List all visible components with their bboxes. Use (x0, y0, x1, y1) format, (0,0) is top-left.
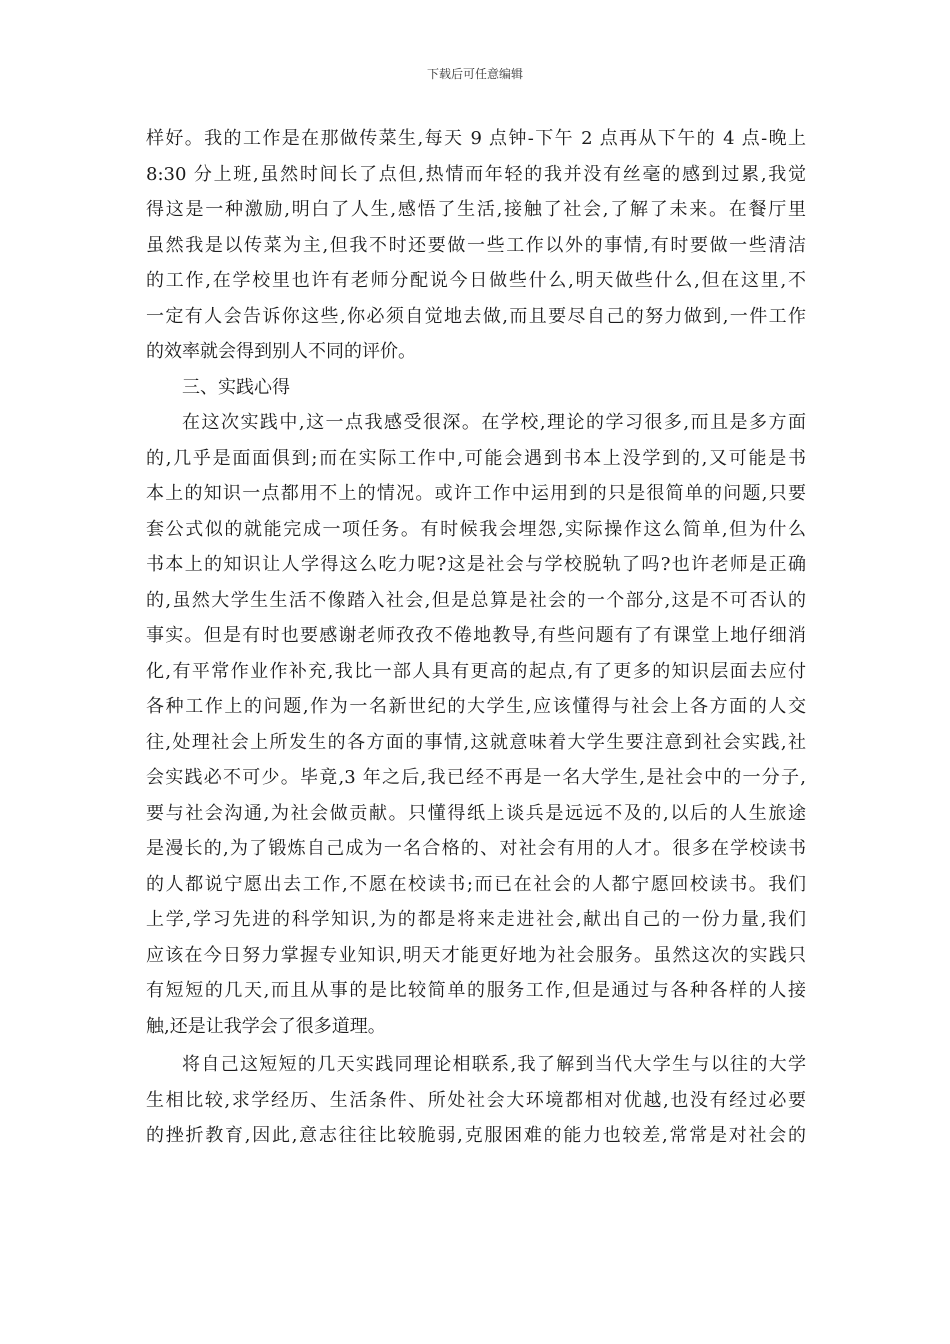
text-line: 本上的知识一点都用不上的情况。或许工作中运用到的只是很简单的问题,只要 (146, 483, 806, 504)
text-line: 上学,学习先进的科学知识,为的都是将来走进社会,献出自己的一份力量,我们 (146, 909, 806, 930)
text-line: 各种工作上的问题,作为一名新世纪的大学生,应该懂得与社会上各方面的人交 (146, 696, 806, 717)
section-heading-text: 三、实践心得 (182, 376, 290, 398)
text-line: 事实。但是有时也要感谢老师孜孜不倦地教导,有些问题有了有课堂上地仔细消 (146, 625, 806, 646)
text-line: 一定有人会告诉你这些,你必须自觉地去做,而且要尽自己的努力做到,一件工作 (146, 305, 806, 327)
text-line: 书本上的知识让人学得这么吃力呢?这是社会与学校脱轨了吗?也许老师是正确 (146, 554, 806, 575)
text-line: 样好。我的工作是在那做传菜生,每天 9 点钟-下午 2 点再从下午的 4 点-晚上 (146, 128, 806, 149)
text-line: 是漫长的,为了锻炼自己成为一名合格的、对社会有用的人才。很多在学校读书 (146, 838, 806, 859)
text-line: 得这是一种激励,明白了人生,感悟了生活,接触了社会,了解了未来。在餐厅里 (146, 199, 806, 220)
text-line: 将自己这短短的几天实践同理论相联系,我了解到当代大学生与以往的大学 (182, 1054, 806, 1075)
text-line: 会实践必不可少。毕竟,3 年之后,我已经不再是一名大学生,是社会中的一分子, (146, 767, 806, 788)
text-line: 应该在今日努力掌握专业知识,明天才能更好地为社会服务。虽然这次的实践只 (146, 944, 806, 966)
text-line: 往,处理社会上所发生的各方面的事情,这就意味着大学生要注意到社会实践,社 (146, 731, 806, 753)
text-line: 生相比较,求学经历、生活条件、所处社会大环境都相对优越,也没有经过必要 (146, 1089, 806, 1111)
paragraph-contemporary-students (146, 1047, 806, 1154)
text-line: 触,还是让我学会了很多道理。 (146, 1015, 386, 1037)
page-header: 下载后可任意编辑 (426, 67, 523, 81)
text-line: 的工作,在学校里也许有老师分配说今日做些什么,明天做些什么,但在这里,不 (146, 270, 806, 291)
text-line: 在这次实践中,这一点我感受很深。在学校,理论的学习很多,而且是多方面 (182, 412, 806, 433)
text-line: 化,有平常作业作补充,我比一部人具有更高的起点,有了更多的知识层面去应付 (146, 660, 806, 682)
text-line: 套公式似的就能完成一项任务。有时候我会埋怨,实际操作这么简单,但为什么 (146, 518, 806, 540)
document-body (146, 121, 806, 1154)
text-line: 虽然我是以传菜为主,但我不时还要做一些工作以外的事情,有时要做一些清洁 (146, 234, 806, 256)
text-line: 要与社会沟通,为社会做贡献。只懂得纸上谈兵是远远不及的,以后的人生旅途 (146, 802, 806, 824)
text-line: 的效率就会得到别人不同的评价。 (146, 341, 416, 362)
text-line: 的人都说宁愿出去工作,不愿在校读书;而已在社会的人都宁愿回校读书。我们 (146, 873, 806, 895)
text-line: 的,几乎是面面俱到;而在实际工作中,可能会遇到书本上没学到的,又可能是书 (146, 447, 806, 469)
paragraph-practice-reflection (146, 405, 806, 1044)
text-line: 的挫折教育,因此,意志往往比较脆弱,克服困难的能力也较差,常常是对社会的 (146, 1125, 806, 1146)
text-line: 8:30 分上班,虽然时间长了点但,热情而年轻的我并没有丝毫的感到过累,我觉 (146, 163, 806, 185)
paragraph-work-description (146, 121, 806, 370)
section-heading (146, 370, 806, 406)
text-line: 有短短的几天,而且从事的是比较简单的服务工作,但是通过与各种各样的人接 (146, 980, 806, 1001)
text-line: 的,虽然大学生生活不像踏入社会,但是总算是社会的一个部分,这是不可否认的 (146, 589, 806, 611)
